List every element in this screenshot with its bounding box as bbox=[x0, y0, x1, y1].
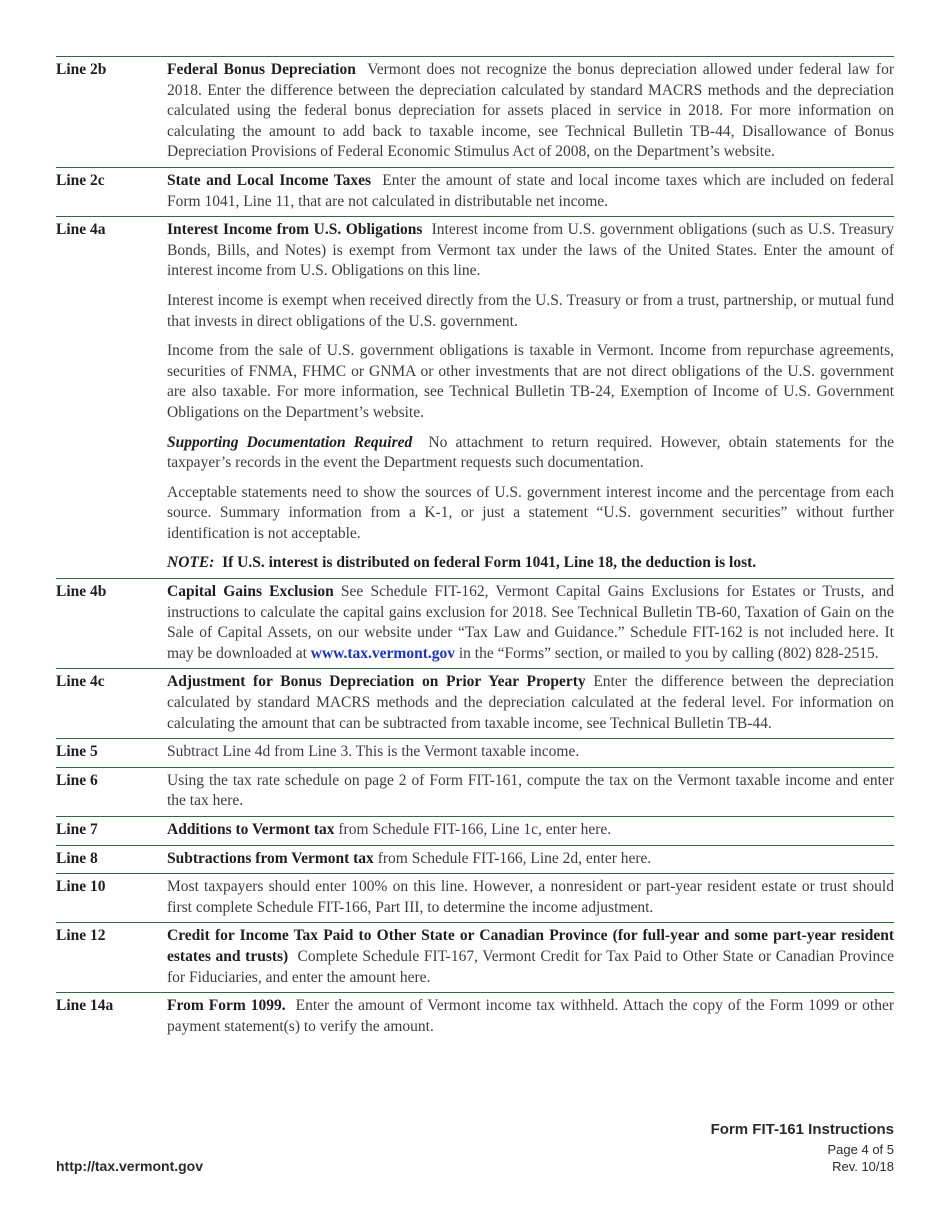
instructions-content bbox=[56, 56, 894, 1041]
line-heading: Additions to Vermont tax bbox=[167, 821, 335, 838]
line-body bbox=[167, 926, 894, 988]
line-label: Line 4b bbox=[56, 583, 107, 601]
paragraph bbox=[167, 433, 894, 474]
line-heading: Adjustment for Bonus Depreciation on Prior Year Property bbox=[167, 673, 586, 691]
line-4c-row bbox=[56, 668, 894, 738]
line-body bbox=[167, 220, 894, 574]
line-label: Line 7 bbox=[56, 821, 98, 838]
line-body bbox=[167, 820, 894, 841]
line-body bbox=[167, 582, 894, 664]
line-4a-row bbox=[56, 216, 894, 578]
line-label: Line 10 bbox=[56, 878, 106, 896]
line-2b-row bbox=[56, 56, 894, 167]
line-text: No attachment to return required. However, obtain statements for the taxpayer’s records in the event the Department requests such documentation. bbox=[167, 433, 895, 472]
footer-revision: Rev. 10/18 bbox=[832, 1159, 894, 1174]
tax-website-link[interactable]: www.tax.vermont.gov bbox=[310, 644, 455, 662]
line-text: Enter the amount of Vermont income tax withheld. Attach the copy of the Form 1099 or other payment statement(s) to verify the amount. bbox=[167, 997, 895, 1035]
line-text: Enter the amount of state and local income taxes which are included on federal Form 1041, Line 11, that are not calculated in distributable net income. bbox=[167, 171, 894, 210]
paragraph bbox=[167, 672, 894, 734]
line-body bbox=[167, 742, 894, 763]
line-heading: Supporting Documentation Required bbox=[167, 433, 413, 451]
line-heading: Subtractions from Vermont tax bbox=[167, 849, 374, 867]
line-body bbox=[167, 672, 894, 734]
line-heading: Credit for Income Tax Paid to Other State or Canadian Province (for full-year and some part-year resident estates and trusts) bbox=[167, 927, 894, 965]
note-label: NOTE: bbox=[167, 554, 215, 572]
line-label: Line 4c bbox=[56, 673, 105, 691]
line-7-row bbox=[56, 816, 894, 845]
line-body bbox=[167, 771, 894, 812]
line-heading: Federal Bonus Depreciation bbox=[167, 61, 356, 78]
footer-page-number: Page 4 of 5 bbox=[827, 1142, 894, 1157]
paragraph bbox=[167, 582, 894, 664]
paragraph bbox=[167, 926, 894, 988]
line-label: Line 5 bbox=[56, 743, 98, 761]
line-text: from Schedule FIT-166, Line 1c, enter here. bbox=[338, 821, 612, 838]
paragraph: Interest income is exempt when received directly from the U.S. Treasury or from a trust, partnership, or mutual fund that invests in direct obligations of the U.S. government. bbox=[167, 291, 894, 330]
line-label: Line 14a bbox=[56, 997, 114, 1015]
line-label: Line 6 bbox=[56, 771, 98, 789]
line-text: Enter the difference between the depreciation calculated by standard MACRS methods and the depreciation calculated at the federal level. For information on calculating the amount that can be subtracted from taxable income, see Technical Bulletin TB-44. bbox=[167, 673, 895, 732]
paragraph bbox=[167, 820, 894, 841]
line-label: Line 2c bbox=[56, 171, 105, 189]
footer-form-title: Form FIT-161 Instructions bbox=[710, 1121, 894, 1138]
line-label: Line 4a bbox=[56, 221, 106, 239]
line-2c-row bbox=[56, 167, 894, 216]
paragraph bbox=[167, 220, 894, 282]
note-paragraph bbox=[167, 553, 894, 574]
line-body bbox=[167, 849, 894, 870]
line-label: Line 2b bbox=[56, 61, 107, 78]
paragraph bbox=[167, 171, 894, 212]
paragraph bbox=[167, 996, 894, 1037]
line-text: from Schedule FIT-166, Line 2d, enter here. bbox=[377, 849, 652, 867]
line-4b-row bbox=[56, 578, 894, 668]
line-text: Interest income from U.S. government obligations (such as U.S. Treasury Bonds, Bills, and Notes) is exempt from Vermont tax under the laws of the United States. Enter the amount of interest income from U.S. Obligations on this line. bbox=[167, 221, 894, 280]
footer-url-link[interactable]: http://tax.vermont.gov bbox=[56, 1158, 204, 1174]
line-12-row bbox=[56, 922, 894, 992]
line-label: Line 12 bbox=[56, 927, 106, 945]
line-text: Complete Schedule FIT-167, Vermont Credit for Tax Paid to Other State or Canadian Province for Fiduciaries, and enter the amount here. bbox=[167, 947, 895, 986]
line-text: Vermont does not recognize the bonus depreciation allowed under federal law for 2018. Enter the difference between the depreciation calculated by standard MACRS methods and the depreciation calculated using the federal bonus depreciation for assets placed in service in 2018. For more information on calculating the amount to add back to taxable income, see Technical Bulletin TB-44, Disallowance of Bonus Depreciation Provisions of Federal Economic Stimulus Act of 2008, on the Department’s website. bbox=[167, 61, 894, 161]
paragraph: Subtract Line 4d from Line 3. This is the Vermont taxable income. bbox=[167, 743, 580, 761]
paragraph: Using the tax rate schedule on page 2 of Form FIT-161, compute the tax on the Vermont taxable income and enter the tax here. bbox=[167, 771, 894, 810]
line-8-row bbox=[56, 845, 894, 874]
line-14a-row bbox=[56, 992, 894, 1041]
paragraph: Income from the sale of U.S. government obligations is taxable in Vermont. Income from repurchase agreements, securities of FNMA, FHMC or GNMA or other investments that are not direct obligations of the U.S. government are also taxable. For more information, see Technical Bulletin TB-24, Exemption of Income of U.S. Government Obligations on the Department’s website. bbox=[167, 342, 894, 421]
line-heading: State and Local Income Taxes bbox=[167, 171, 372, 189]
line-label: Line 8 bbox=[56, 849, 98, 867]
line-heading: Interest Income from U.S. Obligations bbox=[167, 221, 423, 239]
line-heading: From Form 1099. bbox=[167, 997, 286, 1015]
paragraph: Most taxpayers should enter 100% on this line. However, a nonresident or part-year resident estate or trust should first complete Schedule FIT-166, Part III, to determine the income adjustment. bbox=[167, 878, 894, 916]
paragraph bbox=[167, 849, 894, 870]
line-body bbox=[167, 877, 894, 918]
line-text: in the “Forms” section, or mailed to you by calling (802) 828-2515. bbox=[458, 644, 879, 662]
line-body bbox=[167, 996, 894, 1037]
paragraph bbox=[167, 60, 894, 163]
line-heading: Capital Gains Exclusion bbox=[167, 583, 334, 601]
line-5-row bbox=[56, 738, 894, 767]
line-text: See Schedule FIT-162, Vermont Capital Gains Exclusions for Estates or Trusts, and instructions to calculate the capital gains exclusion for 2018. See Technical Bulletin TB-60, Taxation of Gain on the Sale of Capital Assets, on our website under “Tax Law and Guidance.” Schedule FIT-162 is not included here. It may be downloaded at bbox=[167, 583, 894, 662]
line-body bbox=[167, 60, 894, 163]
line-6-row bbox=[56, 767, 894, 816]
note-text: If U.S. interest is distributed on federal Form 1041, Line 18, the deduction is lost. bbox=[222, 554, 757, 572]
line-10-row bbox=[56, 873, 894, 922]
line-body bbox=[167, 171, 894, 212]
paragraph: Acceptable statements need to show the sources of U.S. government interest income and the percentage from each source. Summary information from a K-1, or just a statement “U.S. government securities” without further identification is not acceptable. bbox=[167, 483, 894, 542]
